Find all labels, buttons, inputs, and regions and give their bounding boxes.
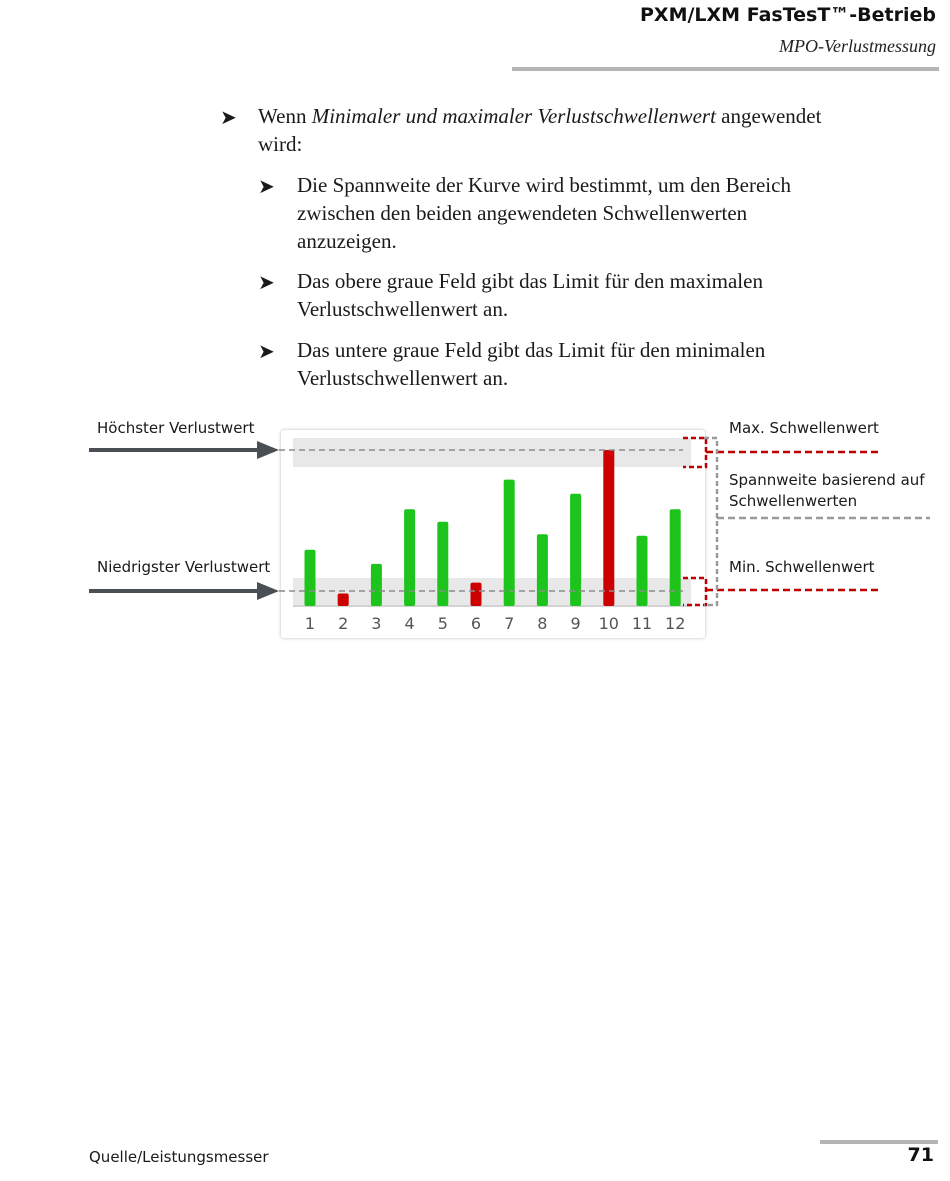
sub-bullet-arrow-icon: ➤ <box>258 272 275 294</box>
page-number: 71 <box>907 1144 934 1166</box>
tick-label: 2 <box>338 614 349 633</box>
span-bracket <box>704 438 717 605</box>
header-rule <box>512 67 939 71</box>
sub-bullet-1-line-3: anzuzeigen. <box>297 229 397 253</box>
sub-bullet-1-line-2: zwischen den beiden angewendeten Schwellenwerten <box>297 201 748 225</box>
tick-label: 7 <box>504 614 515 633</box>
tick-label: 10 <box>598 614 619 633</box>
tick-label: 9 <box>570 614 581 633</box>
tick-label: 6 <box>470 614 482 633</box>
main-bullet-line-2: wird: <box>258 132 303 156</box>
label-span-line-1: Spannweite basierend auf <box>729 471 925 489</box>
sub-bullet-2-line-1: Das obere graue Feld gibt das Limit für den maximalen <box>297 269 763 293</box>
label-span-line-2: Schwellenwerten <box>729 492 858 510</box>
tick-label: 8 <box>537 614 548 633</box>
tick-label: 3 <box>371 614 382 633</box>
sub-bullet-arrow-icon: ➤ <box>258 176 275 198</box>
sub-bullet-3-line-1: Das untere graue Feld gibt das Limit für den minimalen <box>297 338 766 362</box>
tick-label: 1 <box>304 614 316 633</box>
header-subtitle: MPO-Verlustmessung <box>779 36 936 56</box>
tick-label: 11 <box>631 614 653 633</box>
tick-label: 12 <box>665 614 686 633</box>
label-highest-loss: Höchster Verlustwert <box>97 419 255 437</box>
sub-bullet-arrow-icon: ➤ <box>258 341 275 363</box>
label-max-threshold: Max. Schwellenwert <box>729 419 879 437</box>
highest-arrow-head-icon <box>257 441 279 459</box>
bullet-arrow-icon: ➤ <box>220 107 237 129</box>
header-title: PXM/LXM FasTesT™-Betrieb <box>640 4 936 26</box>
label-min-threshold: Min. Schwellenwert <box>729 558 875 576</box>
sub-bullet-1-line-1: Die Spannweite der Kurve wird bestimmt, um den Bereich <box>297 173 791 197</box>
label-lowest-loss: Niedrigster Verlustwert <box>97 558 271 576</box>
footer-section: Quelle/Leistungsmesser <box>89 1148 269 1166</box>
lowest-arrow-head-icon <box>257 582 279 600</box>
tick-label: 5 <box>437 614 448 633</box>
sub-bullet-3-line-2: Verlustschwellenwert an. <box>297 366 509 390</box>
sub-bullet-2-line-2: Verlustschwellenwert an. <box>297 297 509 321</box>
main-bullet-line-1: Wenn Minimaler und maximaler Verlustschwellenwert angewendet <box>258 104 822 128</box>
tick-label: 4 <box>404 614 415 633</box>
chart-card <box>281 430 705 638</box>
